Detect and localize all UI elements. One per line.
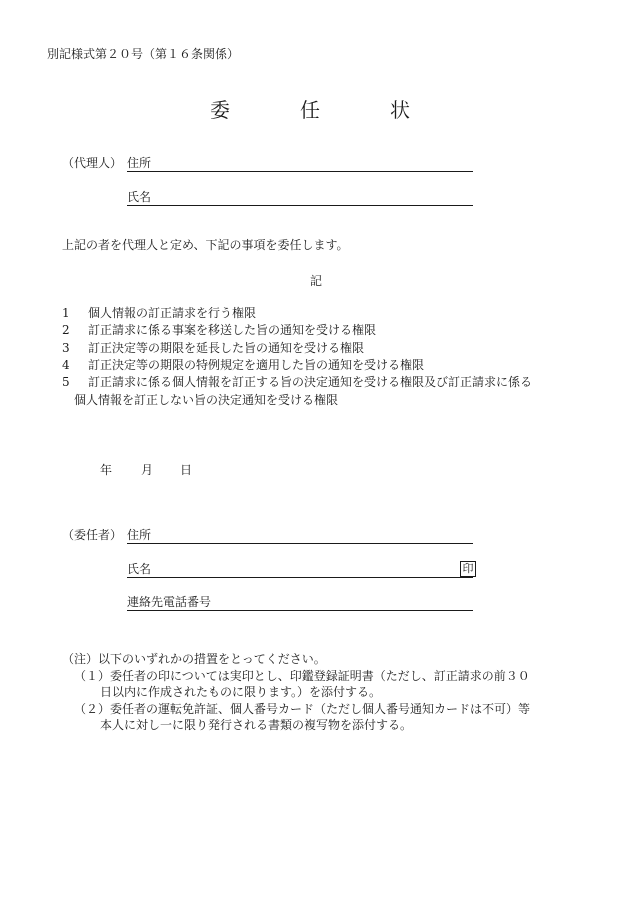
list-item [62, 342, 364, 354]
note-1-line-1: （１）委任者の印については実印とし、印鑑登録証明書（ただし、訂正請求の前３０ [74, 669, 530, 683]
list-item [62, 376, 532, 388]
title-char-1: 委 [210, 98, 230, 122]
document-title [210, 100, 410, 120]
note-2-line-1: （２）委任者の運転免許証、個人番号カード（ただし個人番号通知カードは不可）等 [74, 702, 531, 716]
item-text: 訂正決定等の期限を延長した旨の通知を受ける権限 [88, 341, 365, 355]
note-1-line-2: 日以内に作成されたものに限ります。）を添付する。 [100, 685, 382, 699]
agent-address-label: 住所 [127, 156, 152, 170]
agent-name-field[interactable] [127, 205, 473, 206]
principal-name-label: 氏名 [127, 562, 152, 576]
agent-label: （代理人） [62, 156, 123, 170]
item-text: 訂正請求に係る個人情報を訂正する旨の決定通知を受ける権限及び訂正請求に係る [88, 375, 533, 389]
seal-mark: 印 [460, 561, 476, 577]
title-char-3: 状 [390, 98, 410, 122]
date-day: 日 [180, 463, 193, 477]
list-item [62, 307, 256, 319]
note-2-line-2: 本人に対し一に限り発行される書類の複写物を添付する。 [100, 718, 413, 732]
date-month: 月 [141, 463, 154, 477]
delegation-statement: 上記の者を代理人と定め、下記の事項を委任します。 [62, 238, 349, 252]
item-continuation: 個人情報を訂正しない旨の決定通知を受ける権限 [74, 393, 339, 407]
list-item [62, 324, 376, 336]
principal-phone-label: 連絡先電話番号 [127, 595, 212, 609]
list-item [62, 359, 424, 371]
principal-phone-field[interactable] [127, 610, 473, 611]
item-text: 個人情報の訂正請求を行う権限 [88, 306, 257, 320]
agent-name-label: 氏名 [127, 190, 152, 204]
item-number: 1 [62, 306, 70, 320]
item-text: 訂正請求に係る事案を移送した旨の通知を受ける権限 [88, 323, 377, 337]
item-number: 3 [62, 341, 70, 355]
principal-name-field[interactable] [127, 577, 473, 578]
notes-heading: （注）以下のいずれかの措置をとってください。 [62, 652, 326, 666]
item-text: 訂正決定等の期限の特例規定を適用した旨の通知を受ける権限 [88, 358, 425, 372]
item-number: 5 [62, 375, 70, 389]
item-number: 4 [62, 358, 70, 372]
title-char-2: 任 [300, 98, 320, 122]
item-number: 2 [62, 323, 70, 337]
agent-address-field[interactable] [127, 171, 473, 172]
form-number: 別記様式第２０号（第１６条関係） [47, 47, 240, 61]
principal-label: （委任者） [62, 528, 123, 542]
ki-heading: 記 [310, 274, 323, 288]
principal-address-label: 住所 [127, 528, 152, 542]
principal-address-field[interactable] [127, 543, 473, 544]
date-year: 年 [100, 463, 113, 477]
